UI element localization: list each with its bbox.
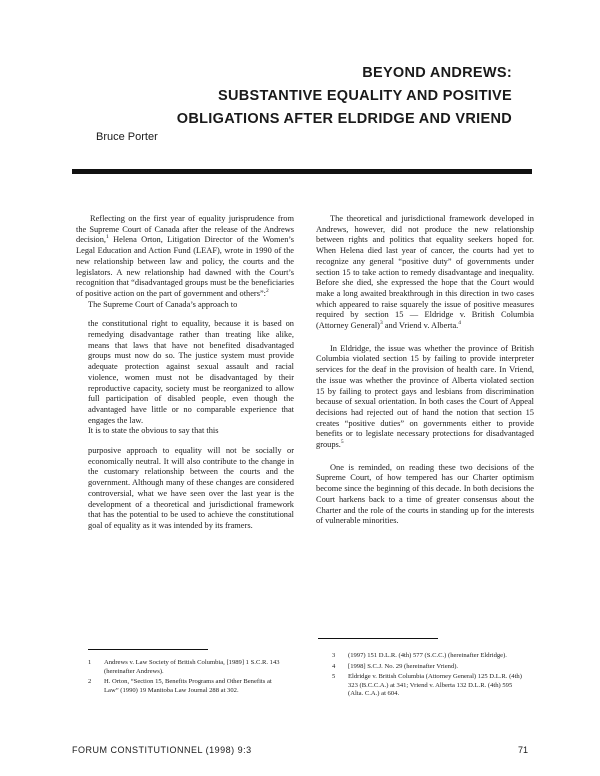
footnote-divider	[318, 638, 438, 639]
page-number: 71	[517, 745, 528, 755]
article-title	[177, 62, 512, 131]
footnotes-left	[88, 659, 288, 695]
quote-paragraph: the constitutional right to equality, because it is based on remedying disadvantage rather than treating like alike, means that laws that have not benefited disadvantaged groups must now do so. The justice system must provide adequate protection against sexual assault and racial violence, women must not be disadvantaged by their reproductive capacity, society must be reorganized to allow full participation of disabled people, even though the advantaged have little or no comparable experience that engages the law.	[88, 319, 294, 425]
title-divider	[72, 169, 532, 174]
footnote: 2 H. Orton, “Section 15, Benefits Programs and Other Benefits at Law” (1990) 19 Manitoba Law Journal 288 at 302.	[88, 678, 272, 694]
journal-footer: FORUM CONSTITUTIONNEL (1998) 9:3	[72, 745, 252, 755]
quote-line: It is to state the obvious to say that this	[88, 426, 219, 436]
title-line-2: SUBSTANTIVE EQUALITY AND POSITIVE	[217, 88, 512, 104]
body-paragraph: In Eldridge, the issue was whether the province of British Columbia violated section 15 by failing to provide interpreter services for the deaf in the provision of health care. In Vriend, the issue was whether the province of Alberta violated section 15 by failing to protect gays and lesbians from discrimination because of sexual orientation. In both cases the Court of Appeal decisions had rejected out of hand the notion that section 15 creates “positive duties” on governments either to provide benefits or to legislate necessary protections for disadvantaged groups.$^5$	[316, 343, 534, 450]
footnote: 4 [1998] S.C.J. No. 29 (hereinafter Vriend).	[332, 662, 459, 670]
intro-paragraph: Reflecting on the first year of equality jurisprudence from the Supreme Court of Canada after the release of the Andrews decision,$^1$ Helena Orton, Litigation Director of the Women’s Legal Education and Action Fund (LEAF), wrote in 1990 of the new relationship between law and policy, the courts and the legislators. A new relationship had dawned with the Court’s recognition that “disadvantaged groups must be the beneficiaries of positive action on the part of government and others”:$^2$	[76, 214, 294, 298]
footnote-divider	[88, 649, 208, 650]
left-column	[76, 214, 294, 532]
block-quote	[88, 300, 294, 532]
title-line-1: BEYOND ANDREWS:	[362, 65, 512, 81]
footnote: 5 Eldridge v. British Columbia (Attorney General) 125 D.L.R. (4th) 323 (B.C.C.A.) at 341; Vriend v. Alberta 132 D.L.R. (4th) 595 (Alta. C.A.) at 604.	[332, 673, 522, 698]
footnote: 3 (1997) 151 D.L.R. (4th) 577 (S.C.C.) (hereinafter Eldridge).	[332, 652, 507, 659]
quote-paragraph: purposive approach to equality will not be socially or economically neutral. It will also contribute to the change in the customary relationship between the courts and the government. Although many of these changes are considered controversial, what we have seen over the last year is the development of a theoretical and jurisdictional framework that has the potential to be used to achieve the constitutional goal of equality as it was intended by its framers.	[88, 446, 294, 530]
footnotes-right	[332, 652, 528, 699]
body-paragraph: One is reminded, on reading these two decisions of the Supreme Court, of how tempered has our Charter optimism become since the beginning of this decade. In both decisions the Court harkens back to a time of greater consensus about the Charter and the role of the courts in standing up for the interests of vulnerable minorities.	[316, 462, 534, 526]
footnote: 1 Andrews v. Law Society of British Columbia, [1989] 1 S.C.R. 143 (hereinafter Andrews).	[88, 659, 280, 675]
quote-line: The Supreme Court of Canada’s approach to	[88, 299, 238, 309]
author-name: Bruce Porter	[96, 131, 158, 143]
title-line-3: OBLIGATIONS AFTER ELDRIDGE AND VRIEND	[176, 111, 512, 127]
body-paragraph: The theoretical and jurisdictional framework developed in Andrews, however, did not produce the new relationship between rights and politics that equality seekers hoped for. When Helena died last year of cancer, the courts had yet to recognize any general “positive duty” of governments under section 15 to take action to remedy disadvantage and inequality. Before she died, she expressed the hope that the Court would make a long awaited breakthrough in this direction in two cases which appeared to raise squarely the issue of positive measures required by section 15 — Eldridge v. British Columbia (Attorney General)$^3$ and Vriend v. Alberta.$^4$	[316, 214, 534, 331]
right-column	[316, 214, 534, 527]
